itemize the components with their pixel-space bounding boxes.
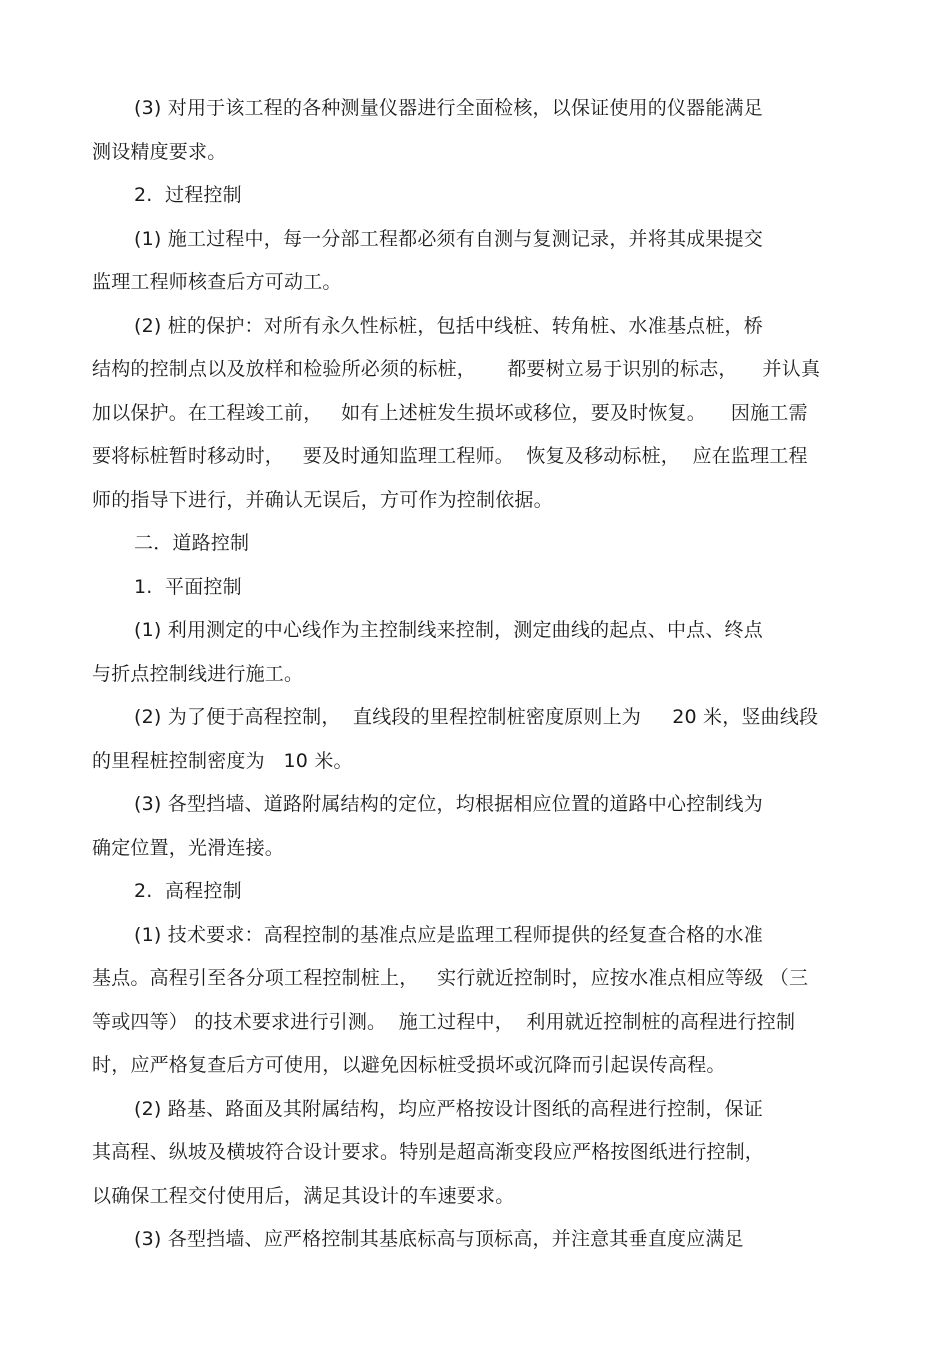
- text-line: (1) 施工过程中，每一分部工程都必须有自测与复测记录，并将其成果提交: [134, 228, 763, 250]
- text-line: 时，应严格复查后方可使用，以避免因标桩受损坏或沉降而引起误传高程。: [92, 1054, 726, 1076]
- text-line: (2) 桩的保护：对所有永久性标桩，包括中线桩、转角桩、水准基点桩，桥: [134, 315, 763, 337]
- text-line: 加以保护。在工程竣工前， 如有上述桩发生损坏或移位，要及时恢复。 因施工需: [92, 402, 808, 424]
- chapter-heading: 二．道路控制: [134, 532, 250, 554]
- text-line: 要将标桩暂时移动时， 要及时通知监理工程师。 恢复及移动标桩， 应在监理工程: [92, 445, 808, 467]
- text-line: (2) 路基、路面及其附属结构，均应严格按设计图纸的高程进行控制，保证: [134, 1098, 763, 1120]
- text-line: 师的指导下进行，并确认无误后，方可作为控制依据。: [92, 489, 553, 511]
- text-line: (3) 各型挡墙、道路附属结构的定位，均根据相应位置的道路中心控制线为: [134, 793, 763, 815]
- text-line: 的里程桩控制密度为 10 米。: [92, 750, 353, 772]
- section-heading: 2. 过程控制: [134, 184, 242, 206]
- text-line: 其高程、纵坡及横坡符合设计要求。特别是超高渐变段应严格按图纸进行控制，: [92, 1141, 765, 1163]
- section-heading: 2. 高程控制: [134, 880, 242, 902]
- text-line: (3) 各型挡墙、应严格控制其基底标高与顶标高，并注意其垂直度应满足: [134, 1228, 744, 1250]
- text-line: 测设精度要求。: [92, 141, 227, 163]
- text-line: 与折点控制线进行施工。: [92, 663, 304, 685]
- text-line: 监理工程师核查后方可动工。: [92, 271, 342, 293]
- text-line: 基点。高程引至各分项工程控制桩上， 实行就近控制时，应按水准点相应等级 （三: [92, 967, 809, 989]
- text-line: 等或四等） 的技术要求进行引测。 施工过程中， 利用就近控制桩的高程进行控制: [92, 1011, 796, 1033]
- text-line: (2) 为了便于高程控制， 直线段的里程控制桩密度原则上为 20 米，竖曲线段: [134, 706, 819, 728]
- text-line: (1) 利用测定的中心线作为主控制线来控制，测定曲线的起点、中点、终点: [134, 619, 763, 641]
- text-line: 以确保工程交付使用后，满足其设计的车速要求。: [92, 1185, 515, 1207]
- text-line: 确定位置，光滑连接。: [92, 837, 285, 859]
- text-line: (1) 技术要求：高程控制的基准点应是监理工程师提供的经复查合格的水准: [134, 924, 763, 946]
- text-line: 结构的控制点以及放样和检验所必须的标桩， 都要树立易于识别的标志， 并认真: [92, 358, 821, 380]
- text-line: (3) 对用于该工程的各种测量仪器进行全面检核，以保证使用的仪器能满足: [134, 97, 763, 119]
- section-heading: 1. 平面控制: [134, 576, 242, 598]
